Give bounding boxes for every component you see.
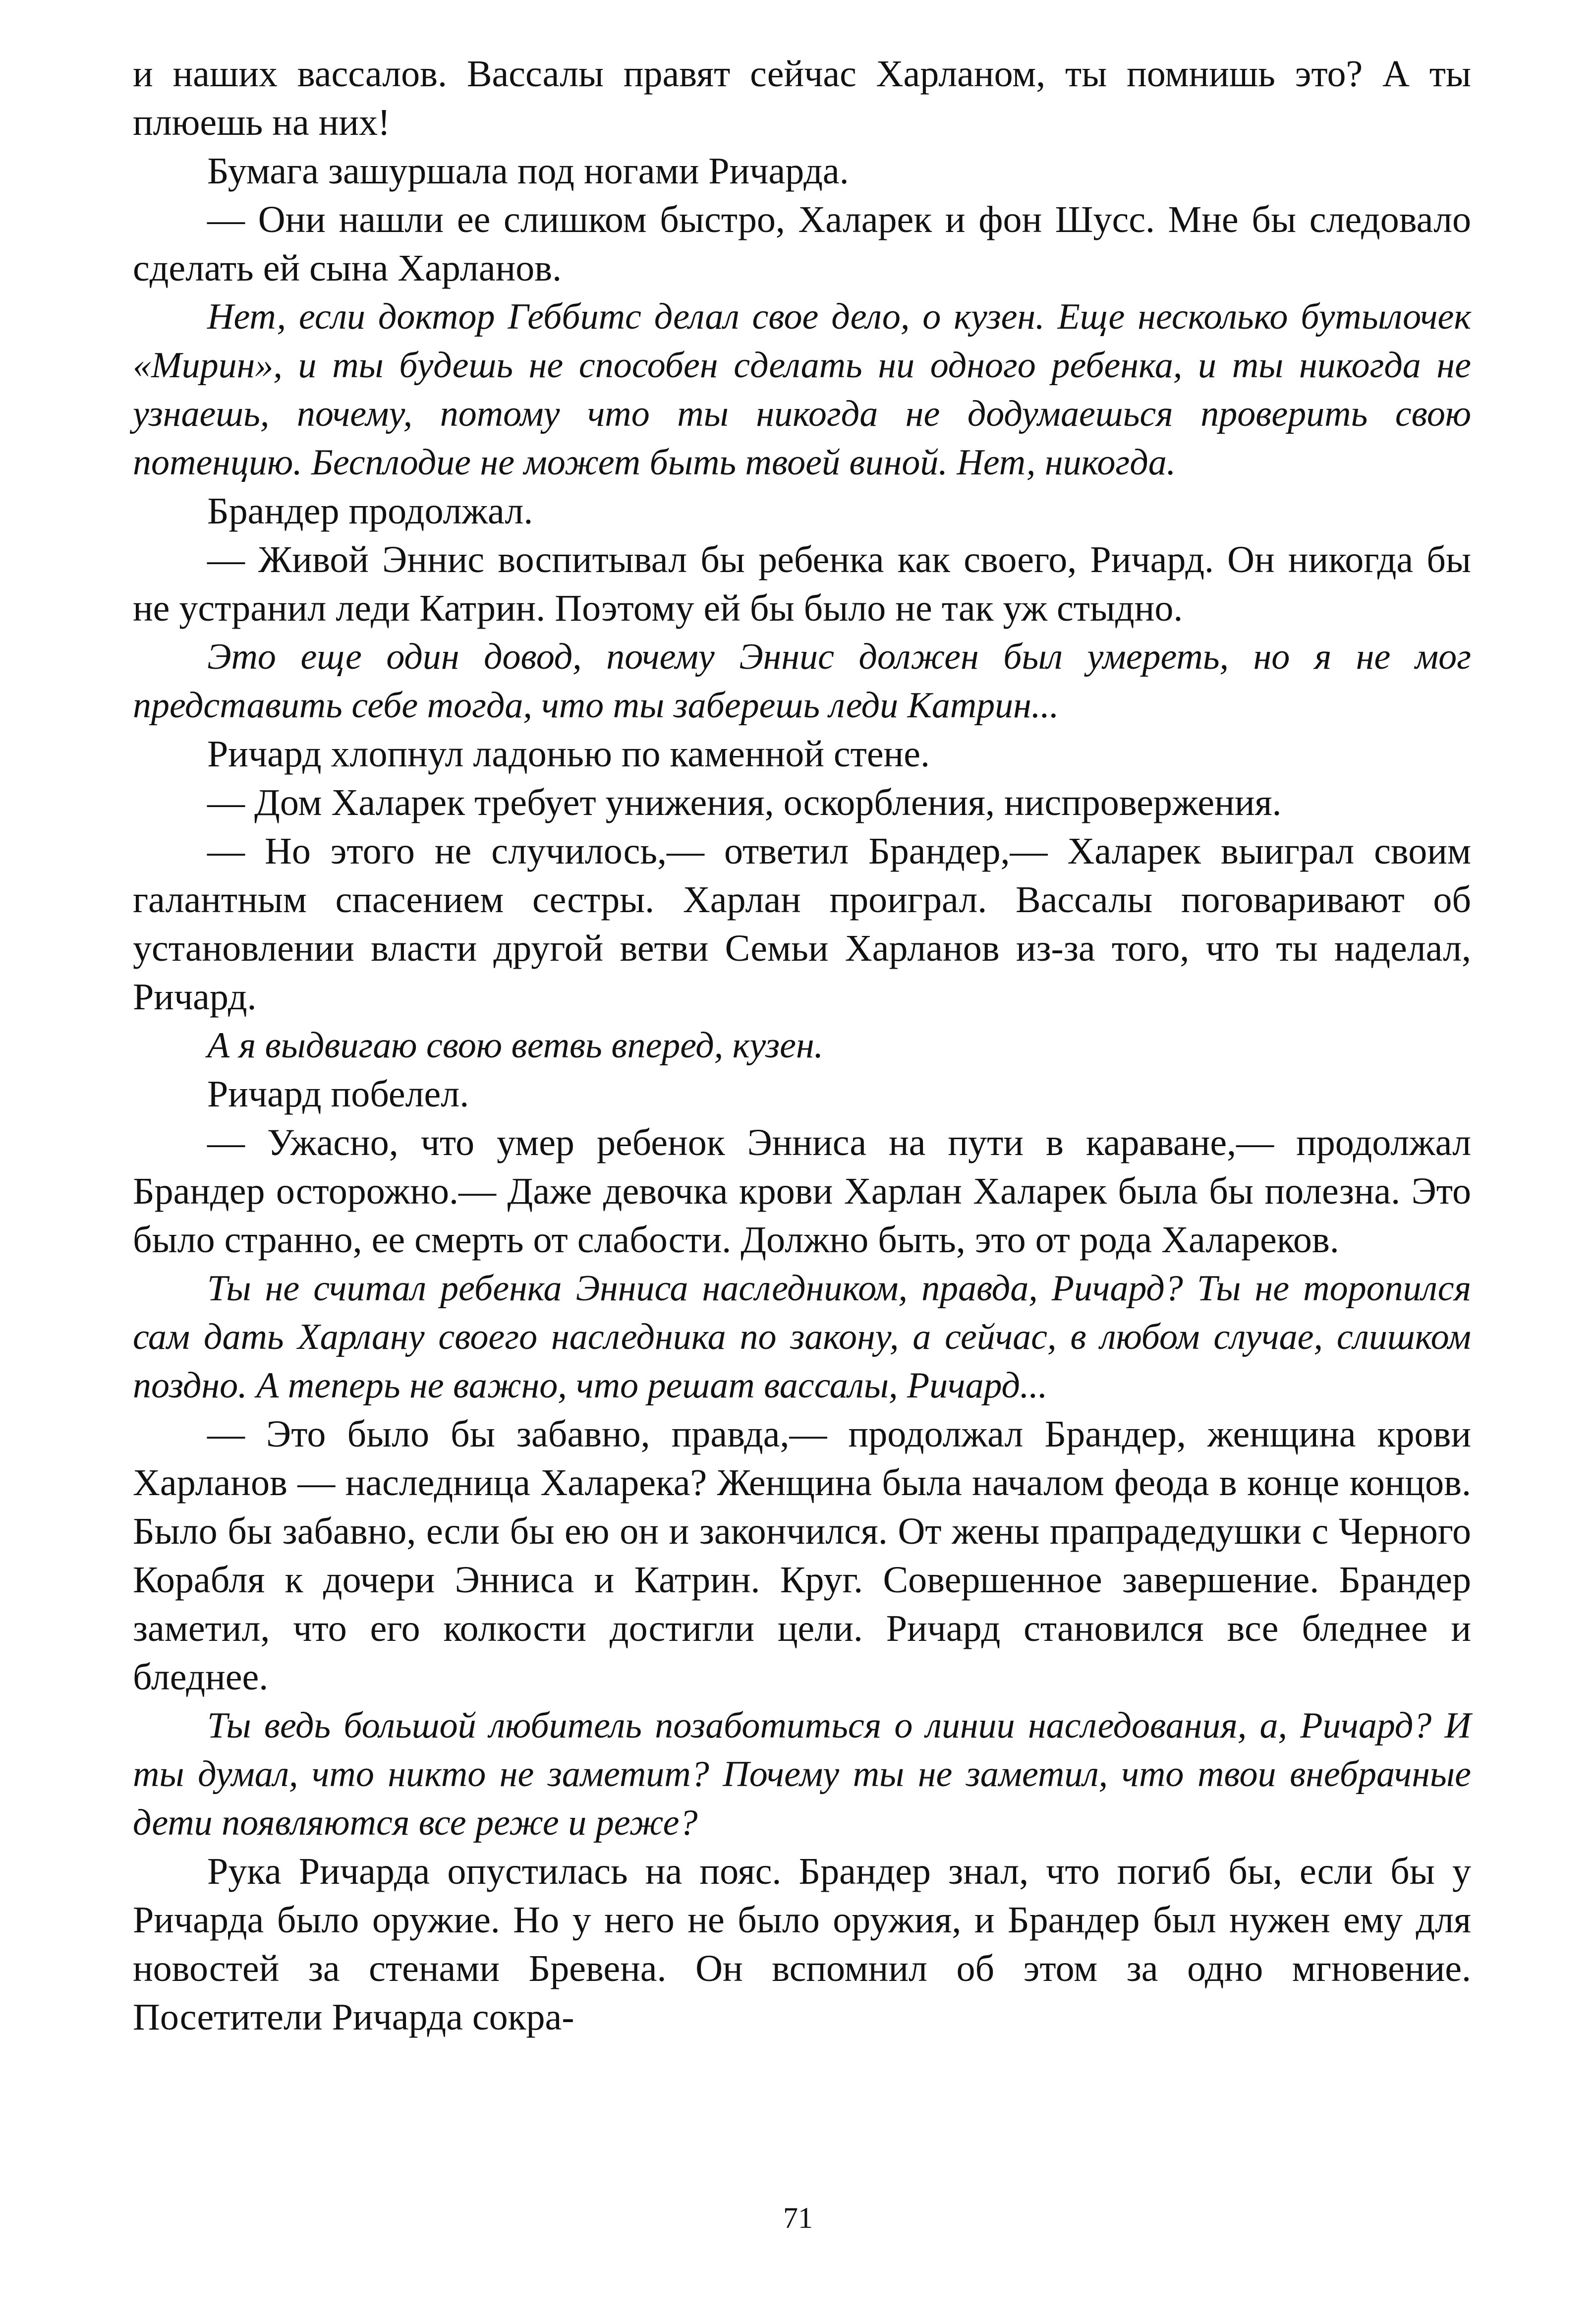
paragraph-9: — Дом Халарек требует унижения, оскорбления, ниспровержения. (207, 782, 1282, 823)
paragraph-7-italic: Это еще один довод, почему Эннис должен был умереть, но я не мог представить себе тогда, что ты заберешь леди Катрин... (133, 637, 1471, 726)
paragraph-13: — Ужасно, что умер ребенок Энниса на пути в караване,— продолжал Брандер осторожно.— Даже девочка крови Харлан Халарек была бы полезна. Это было странно, ее смерть от слабости. Должно быть, это от рода Халареков. (133, 1122, 1471, 1261)
page-number: 71 (783, 2202, 813, 2234)
paragraph-12: Ричард побелел. (207, 1073, 469, 1115)
paragraph-2: Бумага зашуршала под ногами Ричарда. (207, 150, 849, 192)
paragraph-1: и наших вассалов. Вассалы правят сейчас Харланом, ты помнишь это? А ты плюешь на них! (133, 53, 1471, 143)
paragraph-4-italic: Нет, если доктор Геббитс делал свое дело, о кузен. Еще несколько бутылочек «Мирин», и ты будешь не способен сделать ни одного ребенка, и ты никогда не узнаешь, почему, потому что ты никогда не додумаешься проверить свою потенцию. Бесплодие не может быть твоей виной. Нет, никогда. (133, 296, 1471, 483)
paragraph-10: — Но этого не случилось,— ответил Брандер,— Халарек выиграл своим галантным спасением сестры. Харлан проиграл. Вассалы поговаривают об установлении власти другой ветви Семьи Харланов из-за того, что ты наделал, Ричард. (133, 830, 1471, 1018)
paragraph-17: Рука Ричарда опустилась на пояс. Брандер знал, что погиб бы, если бы у Ричарда было оружие. Но у него не было оружия, и Брандер был нужен ему для новостей за стенами Бревена. Он вспомнил об этом за одно мгновение. Посетители Ричарда сокра- (133, 1851, 1471, 2038)
paragraph-15: — Это было бы забавно, правда,— продолжал Брандер, женщина крови Харланов — наследница Халарека? Женщина была началом феода в конце концов. Было бы забавно, если бы ею он и закончился. От жены прапрадедушки с Черного Корабля к дочери Энниса и Катрин. Круг. Совершенное завершение. Брандер заметил, что его колкости достигли цели. Ричард становился все бледнее и бледнее. (133, 1413, 1471, 1698)
page-text-column (133, 50, 1471, 2041)
paragraph-6: — Живой Эннис воспитывал бы ребенка как своего, Ричард. Он никогда бы не устранил леди Катрин. Поэтому ей бы было не так уж стыдно. (133, 539, 1471, 629)
paragraph-8: Ричард хлопнул ладонью по каменной стене. (207, 733, 930, 775)
paragraph-14-italic: Ты не считал ребенка Энниса наследником, правда, Ричард? Ты не торопился сам дать Харлану своего наследника по закону, а сейчас, в любом случае, слишком поздно. А теперь не важно, что решат вассалы, Ричард... (133, 1268, 1471, 1406)
paragraph-5: Брандер продолжал. (207, 490, 533, 532)
paragraph-11-italic: А я выдвигаю свою ветвь вперед, кузен. (207, 1025, 824, 1066)
paragraph-16-italic: Ты ведь большой любитель позаботиться о линии наследования, а, Ричард? И ты думал, что никто не заметит? Почему ты не заметил, что твои внебрачные дети появляются все реже и реже? (133, 1705, 1471, 1843)
paragraph-3: — Они нашли ее слишком быстро, Халарек и фон Шусс. Мне бы следовало сделать ей сына Харланов. (133, 199, 1471, 289)
